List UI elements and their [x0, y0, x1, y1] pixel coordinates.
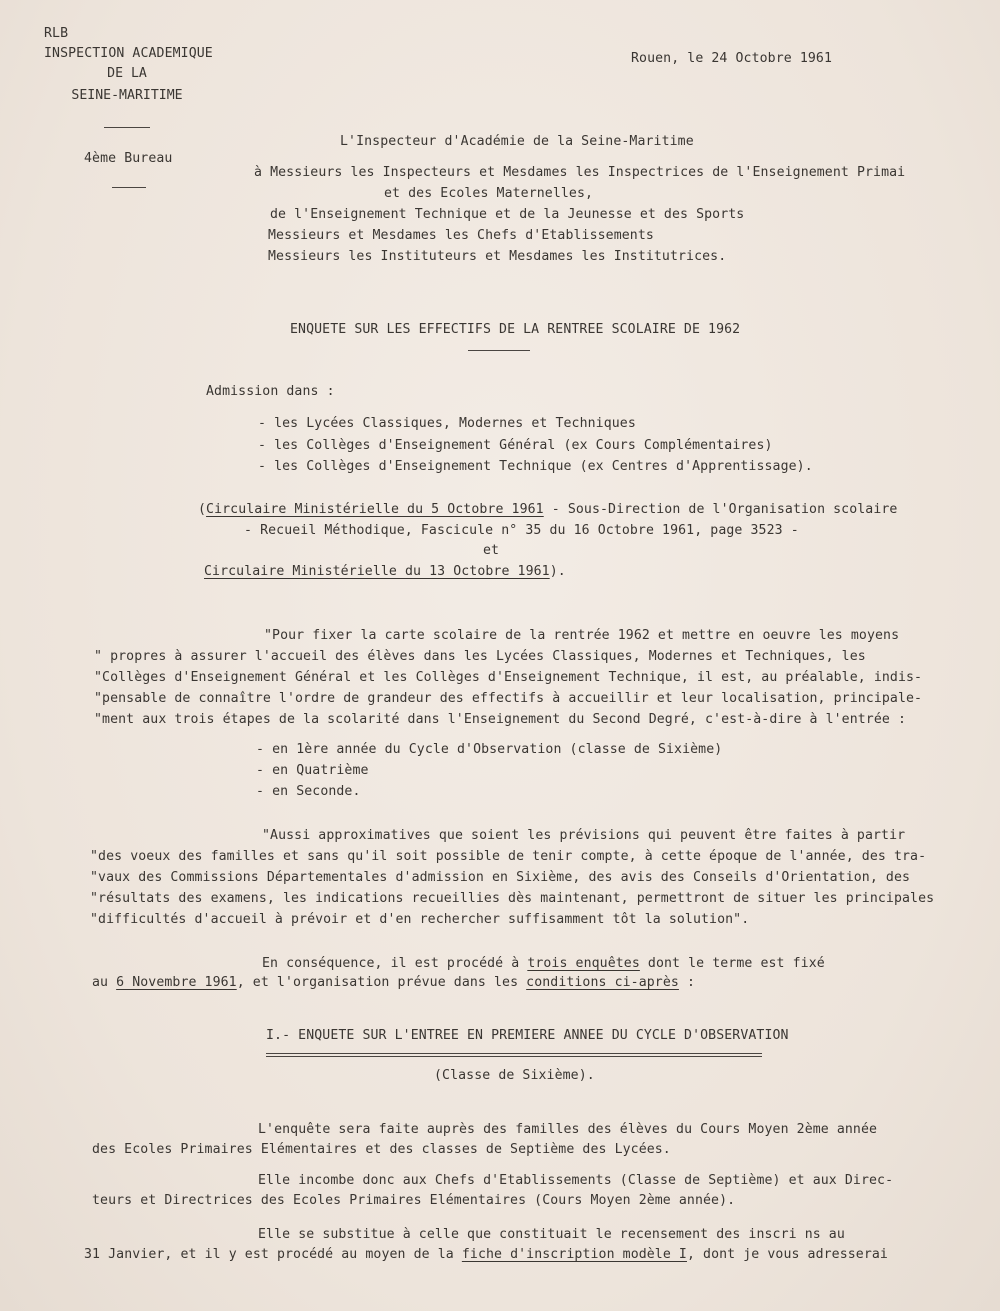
- addressee-line: Messieurs les Instituteurs et Mesdames les Institutrices.: [268, 249, 727, 264]
- addressee-line: et des Ecoles Maternelles,: [384, 186, 594, 201]
- org-name-line2: DE LA: [107, 66, 147, 81]
- stage-item: - en 1ère année du Cycle d'Observation (classe de Sixième): [256, 742, 723, 757]
- org-name-line3: SEINE-MARITIME: [71, 88, 183, 103]
- quote-line: "Aussi approximatives que soient les prévisions qui peuvent être faites à partir: [262, 828, 906, 843]
- consequence-line: au 6 Novembre 1961, et l'organisation prévue dans les conditions ci-après :: [92, 975, 696, 990]
- quote-line: "pensable de connaître l'ordre de grandeur des effectifs à accueillir et leur localisation, principale-: [94, 691, 923, 706]
- section-underline: [266, 1053, 762, 1054]
- header-divider: [104, 127, 150, 128]
- quote-line: "vaux des Commissions Départementales d'admission en Sixième, des avis des Conseils d'Orientation, des: [90, 870, 911, 885]
- body-line: Elle incombe donc aux Chefs d'Etablissements (Classe de Septième) et aux Direc-: [258, 1173, 894, 1188]
- document-title: ENQUETE SUR LES EFFECTIFS DE LA RENTREE SCOLAIRE DE 1962: [290, 322, 741, 337]
- circular-reference: Circulaire Ministérielle du 13 Octobre 1961: [204, 564, 550, 579]
- section-heading: I.- ENQUETE SUR L'ENTREE EN PREMIERE ANNEE DU CYCLE D'OBSERVATION: [266, 1028, 789, 1043]
- reference-line: - Recueil Méthodique, Fascicule n° 35 du 16 Octobre 1961, page 3523 -: [244, 523, 799, 538]
- org-name: INSPECTION ACADEMIQUE: [44, 46, 213, 61]
- reference-line: Circulaire Ministérielle du 13 Octobre 1961).: [204, 564, 566, 579]
- sender: L'Inspecteur d'Académie de la Seine-Maritime: [340, 134, 694, 149]
- stage-item: - en Seconde.: [256, 784, 361, 799]
- body-line: Elle se substitue à celle que constituait le recensement des inscri ns au: [258, 1227, 845, 1242]
- quote-line: " propres à assurer l'accueil des élèves dans les Lycées Classiques, Modernes et Techniques, les: [94, 649, 866, 664]
- admission-item: - les Collèges d'Enseignement Technique (ex Centres d'Apprentissage).: [258, 459, 813, 474]
- body-line: 31 Janvier, et il y est procédé au moyen de la fiche d'inscription modèle I, dont je vous adresserai: [84, 1247, 888, 1262]
- quote-line: "Pour fixer la carte scolaire de la rentrée 1962 et mettre en oeuvre les moyens: [264, 628, 900, 643]
- consequence-line: En conséquence, il est procédé à trois enquêtes dont le terme est fixé: [262, 956, 825, 971]
- admission-item: - les Lycées Classiques, Modernes et Techniques: [258, 416, 636, 431]
- letter-date: Rouen, le 24 Octobre 1961: [631, 51, 832, 66]
- section-subheading: (Classe de Sixième).: [434, 1068, 595, 1083]
- addressee-line: Messieurs et Mesdames les Chefs d'Etablissements: [268, 228, 654, 243]
- quote-line: "difficultés d'accueil à prévoir et d'en rechercher suffisamment tôt la solution".: [90, 912, 750, 927]
- section-underline: [266, 1056, 762, 1057]
- body-line: teurs et Directrices des Ecoles Primaires Elémentaires (Cours Moyen 2ème année).: [92, 1193, 736, 1208]
- title-divider: [468, 350, 530, 351]
- reference-et: et: [483, 543, 500, 558]
- admission-heading: Admission dans :: [206, 384, 335, 399]
- bureau-divider: [112, 187, 146, 188]
- initials: RLB: [44, 26, 69, 41]
- body-line: des Ecoles Primaires Elémentaires et des classes de Septième des Lycées.: [92, 1142, 671, 1157]
- reference-line: (Circulaire Ministérielle du 5 Octobre 1961 - Sous-Direction de l'Organisation scolaire: [198, 502, 898, 517]
- addressee-line: de l'Enseignement Technique et de la Jeunesse et des Sports: [270, 207, 745, 222]
- admission-item: - les Collèges d'Enseignement Général (ex Cours Complémentaires): [258, 438, 773, 453]
- circular-reference: Circulaire Ministérielle du 5 Octobre 1961: [206, 502, 544, 517]
- bureau-label: 4ème Bureau: [84, 151, 173, 166]
- quote-line: "résultats des examens, les indications recueillies dès maintenant, permettront de situer les principales: [90, 891, 935, 906]
- quote-line: "Collèges d'Enseignement Général et les Collèges d'Enseignement Technique, il est, au préalable, indis-: [94, 670, 923, 685]
- body-line: L'enquête sera faite auprès des familles des élèves du Cours Moyen 2ème année: [258, 1122, 878, 1137]
- addressee-line: à Messieurs les Inspecteurs et Mesdames les Inspectrices de l'Enseignement Primai: [254, 165, 906, 180]
- quote-line: "ment aux trois étapes de la scolarité dans l'Enseignement du Second Degré, c'est-à-dire à l'entrée :: [94, 712, 906, 727]
- stage-item: - en Quatrième: [256, 763, 369, 778]
- quote-line: "des voeux des familles et sans qu'il soit possible de tenir compte, à cette époque de l'année, des tra-: [90, 849, 927, 864]
